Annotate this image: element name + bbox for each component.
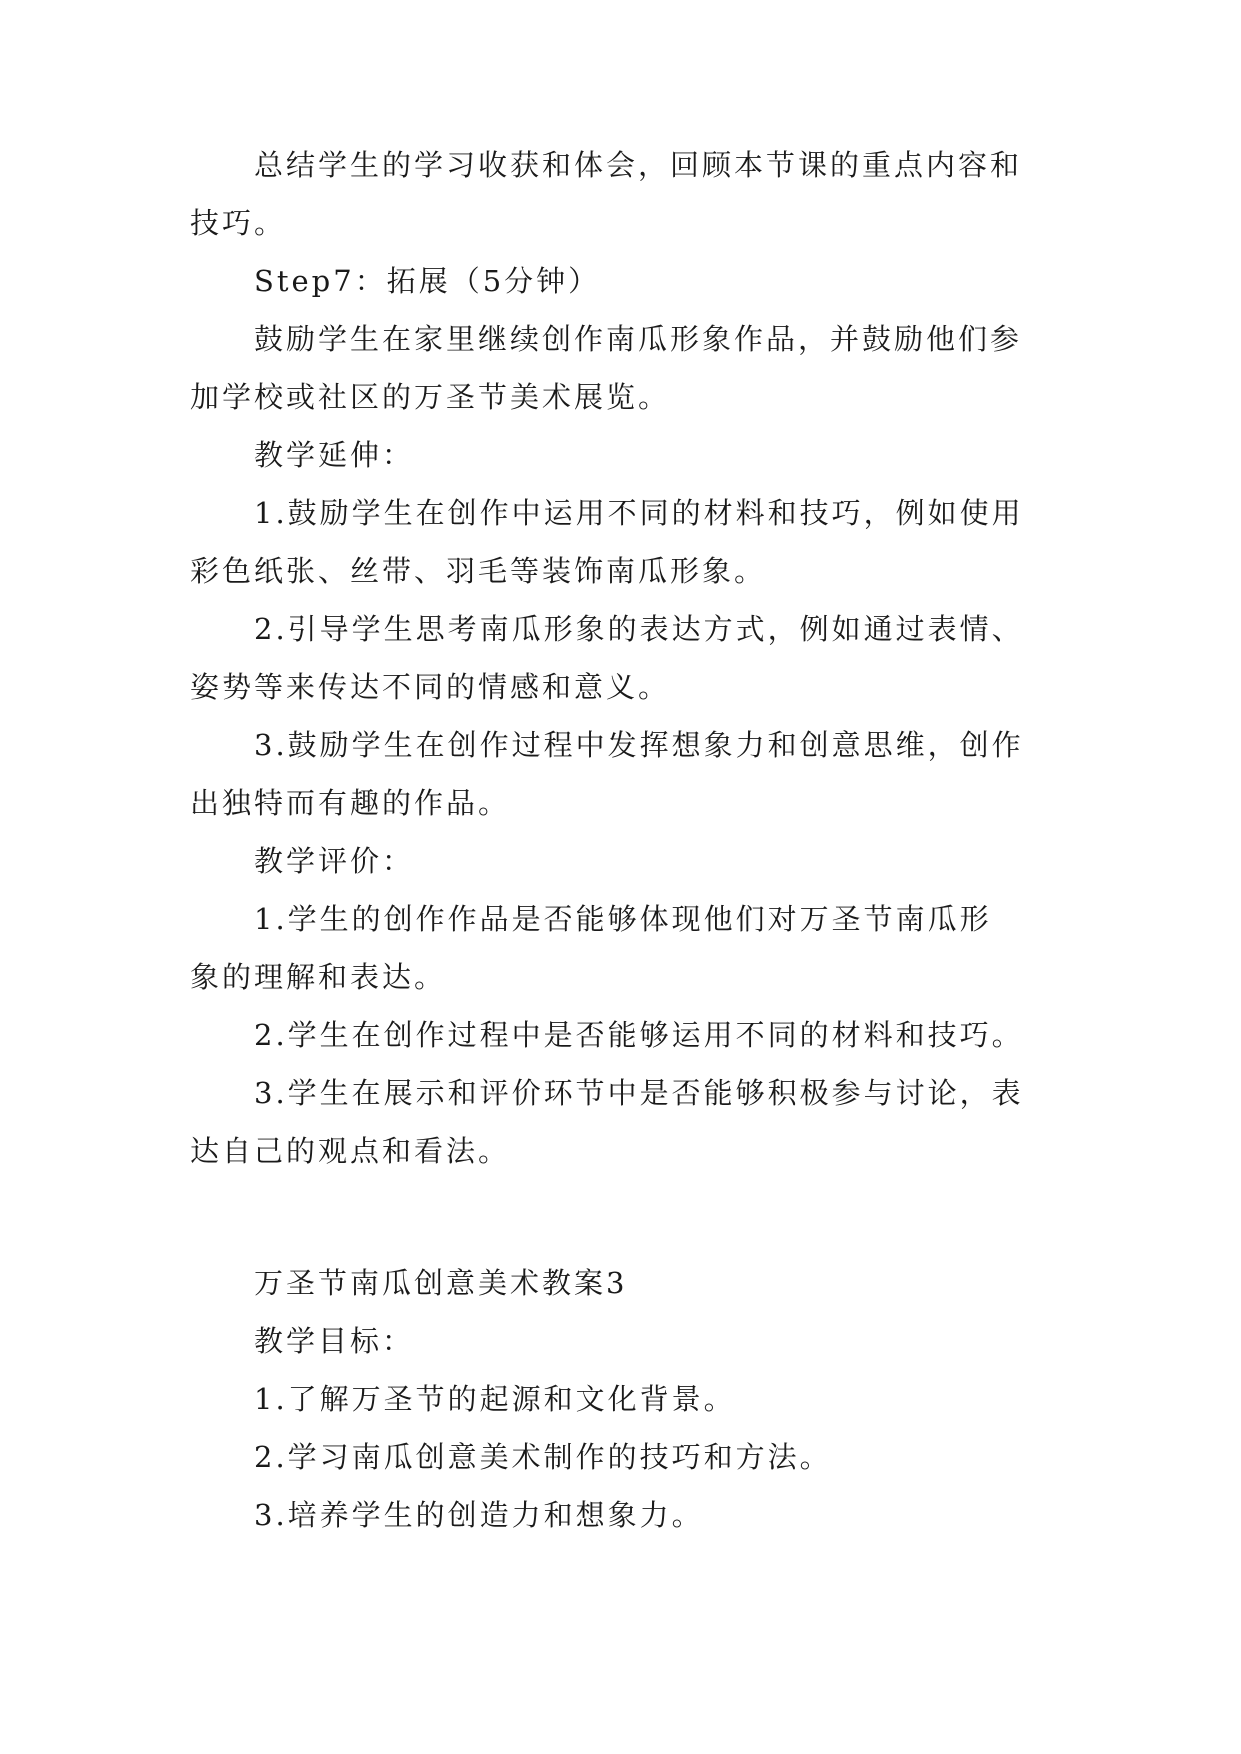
summary-paragraph-line-2: 技巧。	[190, 206, 287, 240]
evaluation-item-3-line-1: 3.学生在展示和评价环节中是否能够积极参与讨论，表	[254, 1076, 1024, 1110]
objective-item-1: 1.了解万圣节的起源和文化背景。	[254, 1382, 736, 1416]
objective-item-2: 2.学习南瓜创意美术制作的技巧和方法。	[254, 1440, 832, 1474]
summary-paragraph-line-1: 总结学生的学习收获和体会，回顾本节课的重点内容和	[254, 148, 1023, 182]
evaluation-item-1-line-2: 象的理解和表达。	[190, 960, 447, 994]
encourage-paragraph-line-2: 加学校或社区的万圣节美术展览。	[190, 380, 671, 414]
section-title: 万圣节南瓜创意美术教案3	[254, 1266, 628, 1300]
evaluation-item-3-line-2: 达自己的观点和看法。	[190, 1134, 511, 1168]
encourage-paragraph-line-1: 鼓励学生在家里继续创作南瓜形象作品，并鼓励他们参	[254, 322, 1023, 356]
extension-item-1-line-1: 1.鼓励学生在创作中运用不同的材料和技巧，例如使用	[254, 496, 1024, 530]
objective-item-3: 3.培养学生的创造力和想象力。	[254, 1498, 704, 1532]
evaluation-item-2: 2.学生在创作过程中是否能够运用不同的材料和技巧。	[254, 1018, 1024, 1052]
objectives-heading: 教学目标：	[254, 1324, 415, 1358]
extension-item-1-line-2: 彩色纸张、丝带、羽毛等装饰南瓜形象。	[190, 554, 767, 588]
extension-item-3-line-1: 3.鼓励学生在创作过程中发挥想象力和创意思维，创作	[254, 728, 1024, 762]
text-block-main	[190, 136, 1070, 1180]
extension-item-3-line-2: 出独特而有趣的作品。	[190, 786, 511, 820]
extension-item-2-line-1: 2.引导学生思考南瓜形象的表达方式，例如通过表情、	[254, 612, 1024, 646]
evaluation-heading: 教学评价：	[254, 844, 415, 878]
text-block-section-3	[190, 1254, 1070, 1544]
step7-heading: Step7：拓展（5分钟）	[254, 264, 601, 298]
evaluation-item-1-line-1: 1.学生的创作作品是否能够体现他们对万圣节南瓜形	[254, 902, 992, 936]
extension-heading: 教学延伸：	[254, 438, 415, 472]
extension-item-2-line-2: 姿势等来传达不同的情感和意义。	[190, 670, 671, 704]
